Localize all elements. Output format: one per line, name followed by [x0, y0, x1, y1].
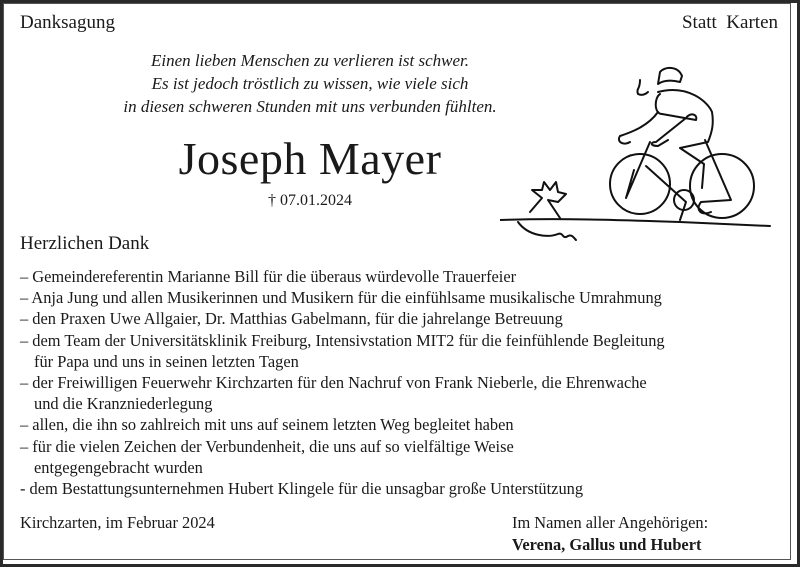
place-date: Kirchzarten, im Februar 2024 [20, 513, 215, 532]
list-item: – den Praxen Uwe Allgaier, Dr. Matthias Gabelmann, für die jahrelange Betreuung [20, 309, 563, 329]
quote-line: Einen lieben Menschen zu verlieren ist schwer. [150, 51, 470, 70]
deceased-name: Joseph Mayer [178, 133, 442, 184]
quote-line: Es ist jedoch tröstlich zu wissen, wie viele sich [151, 74, 469, 93]
list-item: – Gemeindereferentin Marianne Bill für die überaus würdevolle Trauerfeier [20, 267, 517, 286]
signature-intro: Im Namen aller Angehörigen: [512, 513, 709, 532]
heading-danksagung: Danksagung [20, 12, 115, 33]
thanks-list [20, 266, 665, 499]
list-item: – der Freiwilligen Feuerwehr Kirchzarten für den Nachruf von Frank Nieberle, die Ehrenwache [20, 373, 647, 393]
list-item-continuation: und die Kranzniederlegung [34, 394, 213, 414]
list-item: – dem Team der Universitätsklinik Freiburg, Intensivstation MIT2 für die feinfühlende Begleitung [20, 330, 665, 350]
heading-statt-karten: Statt Karten [681, 12, 778, 33]
list-item: - dem Bestattungsunternehmen Hubert Klingele für die unsagbar große Unterstützung [20, 479, 584, 499]
signature-names: Verena, Gallus und Hubert [512, 535, 702, 554]
list-item: – für die vielen Zeichen der Verbundenheit, die uns auf so vielfältige Weise [20, 436, 514, 456]
thanks-heading: Herzlichen Dank [20, 233, 150, 254]
list-item: – Anja Jung und allen Musikerinnen und Musikern für die einfühlsame musikalische Umrahmung [20, 288, 662, 308]
quote-line: in diesen schweren Stunden mit uns verbunden fühlten. [123, 97, 497, 116]
list-item-continuation: entgegengebracht wurden [34, 457, 203, 477]
cyclist-illustration [500, 50, 800, 250]
list-item: – allen, die ihn so zahlreich mit uns auf seinem letzten Weg begleitet haben [20, 415, 514, 435]
death-date: † 07.01.2024 [268, 192, 352, 209]
list-item-continuation: für Papa und uns in seinen letzten Tagen [34, 351, 299, 371]
